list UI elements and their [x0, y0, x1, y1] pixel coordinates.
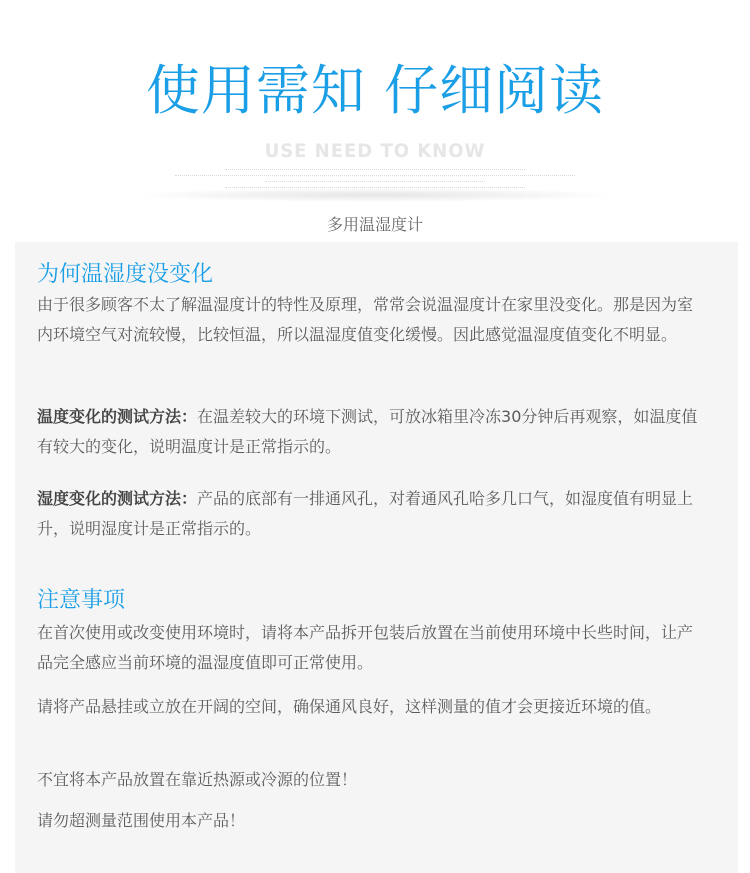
- notes-paragraph-first-use: 在首次使用或改变使用环境时，请将本产品拆开包装后放置在当前使用环境中长些时间，让产品完全感应当前环境的温湿度值即可正常使用。: [37, 623, 694, 672]
- header-banner: [0, 0, 750, 242]
- notes-paragraph-heat-source: 不宜将本产品放置在靠近热源或冷源的位置！: [37, 770, 358, 789]
- page-subtitle: USE NEED TO KNOW: [264, 140, 486, 162]
- page-title: 使用需知 仔细阅读: [145, 59, 605, 122]
- humidity-test-label: 湿度变化的测试方法：: [37, 489, 198, 508]
- notes-paragraph-ventilation: 请将产品悬挂或立放在开阔的空间，确保通风良好，这样测量的值才会更接近环境的值。: [37, 697, 662, 716]
- decorative-fine-print: [160, 166, 590, 190]
- product-name: 多用温湿度计: [326, 215, 423, 234]
- temperature-test-paragraph: [37, 402, 705, 462]
- section1-intro-paragraph: 由于很多顾客不太了解温湿度计的特性及原理，常常会说温湿度计在家里没变化。那是因为室内环境空气对流较慢，比较恒温，所以温湿度值变化缓慢。因此感觉温湿度值变化不明显。: [37, 295, 694, 344]
- temperature-test-label: 温度变化的测试方法：: [37, 407, 198, 426]
- humidity-test-text: 产品的底部有一排通风孔，对着通风孔哈多几口气，如湿度值有明显上升，说明湿度计是正常指示的。: [37, 489, 694, 538]
- section-heading-notes: 注意事项: [37, 588, 126, 613]
- section-heading-why-no-change: 为何温湿度没变化: [37, 262, 214, 287]
- content-card: [15, 242, 738, 873]
- temperature-test-text: 在温差较大的环境下测试，可放冰箱里冷冻30分钟后再观察，如温度值有较大的变化，说明温度计是正常指示的。: [37, 407, 698, 456]
- header-shadow-divider: [130, 188, 620, 202]
- notes-paragraph-range: 请勿超测量范围使用本产品！: [37, 811, 246, 830]
- humidity-test-paragraph: [37, 484, 705, 544]
